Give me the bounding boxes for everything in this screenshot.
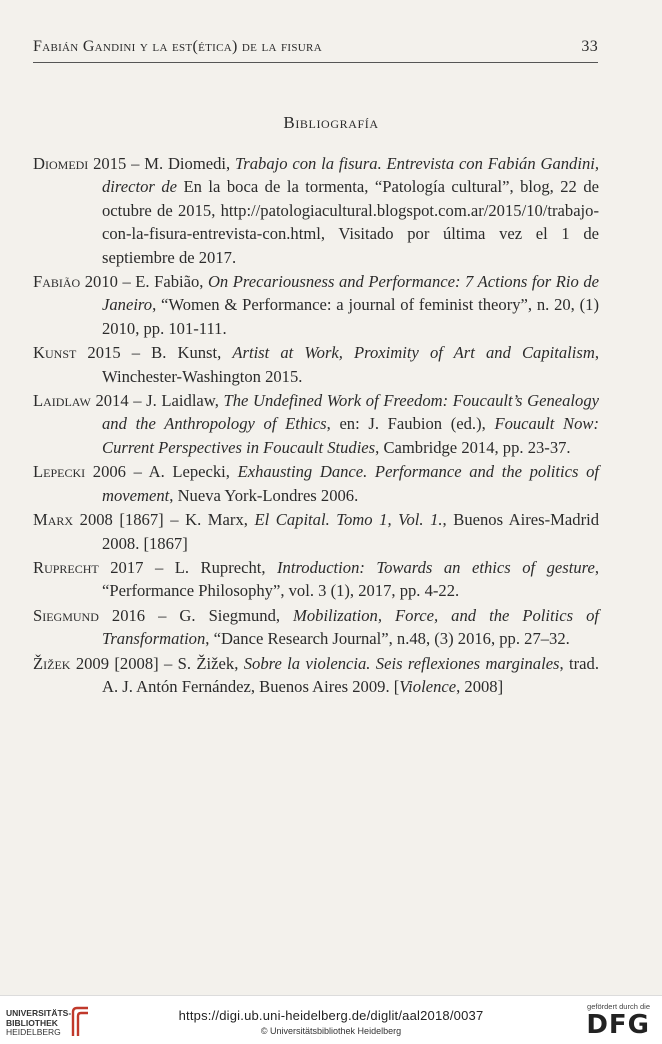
entry-author: Marx	[33, 510, 74, 530]
library-name-line: BIBLIOTHEK	[6, 1017, 58, 1028]
copyright-note: © Universitätsbibliothek Heidelberg	[260, 1026, 402, 1036]
entry-title: The Undefined Work of Freedom: Foucault’s Genealogy and the Anthropology of Ethics	[102, 391, 600, 434]
entry-text: 2016 – G. Siegmund,	[98, 605, 294, 625]
entry-text: 2006 – A. Lepecki,	[85, 462, 238, 482]
bib-entry-ruprecht	[33, 556, 599, 603]
entry-text: 2015 – M. Diomedi,	[88, 154, 235, 173]
entry-title: Introduction: Towards an ethics of gesture	[277, 557, 595, 577]
entry-text: , Nueva York-Londres 2006.	[169, 485, 359, 505]
bib-entry-zizek	[33, 652, 599, 699]
entry-text: 2015 – B. Kunst,	[76, 343, 233, 363]
library-name-line: UNIVERSITÄTS-	[6, 1008, 72, 1018]
entry-author: Ruprecht	[33, 557, 99, 577]
entry-text: , en: J. Faubion (ed.),	[326, 414, 495, 434]
entry-book-title: Foucault Now: Current Perspectives in Foucault Studies	[102, 414, 599, 457]
entry-text: , Cambridge 2014, pp. 23-37.	[375, 437, 571, 457]
entry-text: 2008 [1867] – K. Marx,	[73, 510, 255, 530]
entry-author: Kunst	[33, 343, 77, 363]
entry-text: 2009 [2008] – S. Žižek,	[70, 653, 244, 673]
bib-entry-diomedi	[33, 152, 599, 269]
entry-title: Artist at Work, Proximity of Art and Capitalism	[232, 343, 595, 363]
entry-text: 2010 – E. Fabião,	[80, 272, 208, 292]
entry-title: Exhausting Dance. Performance and the politics of movement	[102, 462, 599, 505]
bib-entry-kunst	[33, 341, 599, 388]
entry-title: Trabajo con la fisura. Entrevista con Fabián Gandini, director de	[102, 154, 599, 197]
entry-title: On Precariousness and Performance: 7 Actions for Rio de Janeiro	[102, 272, 599, 315]
entry-title: Sobre la violencia. Seis reflexiones marginales	[243, 653, 560, 673]
dfg-logo: DFG	[586, 1010, 650, 1040]
entry-author: Žižek	[33, 653, 71, 673]
running-head	[33, 38, 598, 63]
entry-text: , “Dance Research Journal”, n.48, (3) 2016, pp. 27–32.	[205, 629, 570, 649]
bib-entry-lepecki	[33, 460, 599, 507]
entry-text: , Winchester-Washington 2015.	[102, 343, 599, 386]
bib-entry-marx	[33, 508, 599, 555]
bibliography-list	[33, 152, 599, 699]
entry-text: , Buenos Aires-Madrid 2008. [1867]	[102, 510, 600, 553]
entry-text: , trad. A. J. Antón Fernández, Buenos Aires 2009. [	[102, 653, 599, 696]
funding-note: gefördert durch die	[587, 1002, 650, 1011]
entry-text: , 2008]	[456, 676, 504, 696]
page-number: 33	[581, 38, 598, 55]
library-name-line: HEIDELBERG	[6, 1027, 61, 1037]
entry-text: , “Women & Performance: a journal of feminist theory”, n. 20, (1) 2010, pp. 101-111.	[102, 295, 599, 338]
permalink-url[interactable]: https://digi.ub.uni-heidelberg.de/diglit/aal2018/0037	[178, 1008, 484, 1023]
entry-text: 2014 – J. Laidlaw,	[90, 391, 224, 411]
entry-title: Mobilization, Force, and the Politics of Transformation	[102, 605, 599, 649]
bib-entry-laidlaw	[33, 389, 599, 459]
entry-author: Siegmund	[33, 605, 99, 625]
entry-title: El Capital. Tomo 1, Vol. 1.	[254, 510, 443, 530]
entry-text: , “Performance Philosophy”, vol. 3 (1), 2017, pp. 4-22.	[102, 557, 599, 601]
section-heading: Bibliografía	[283, 113, 379, 132]
running-head-title: Fabián Gandini y la est(ética) de la fisura	[33, 38, 322, 55]
entry-text: 2017 – L. Ruprecht,	[98, 557, 278, 577]
entry-author: Diomedi	[33, 154, 89, 173]
entry-author: Fabião	[33, 272, 81, 292]
entry-original-title: Violence	[399, 676, 457, 696]
entry-author: Lepecki	[33, 462, 86, 482]
digital-library-footer	[0, 995, 662, 1044]
entry-author: Laidlaw	[33, 391, 91, 411]
bib-entry-siegmund	[33, 604, 599, 651]
bib-entry-fabiao	[33, 270, 599, 340]
entry-text: En la boca de la tormenta, “Patología cultural”, blog, 22 de octubre de 2015, http://patologiacultural.blogspot.com.ar/2015/10/trabajo-con-la-fisura-entrevista-con.html, Visitado por última vez el 1 de septiembre de 2017.	[102, 177, 599, 267]
